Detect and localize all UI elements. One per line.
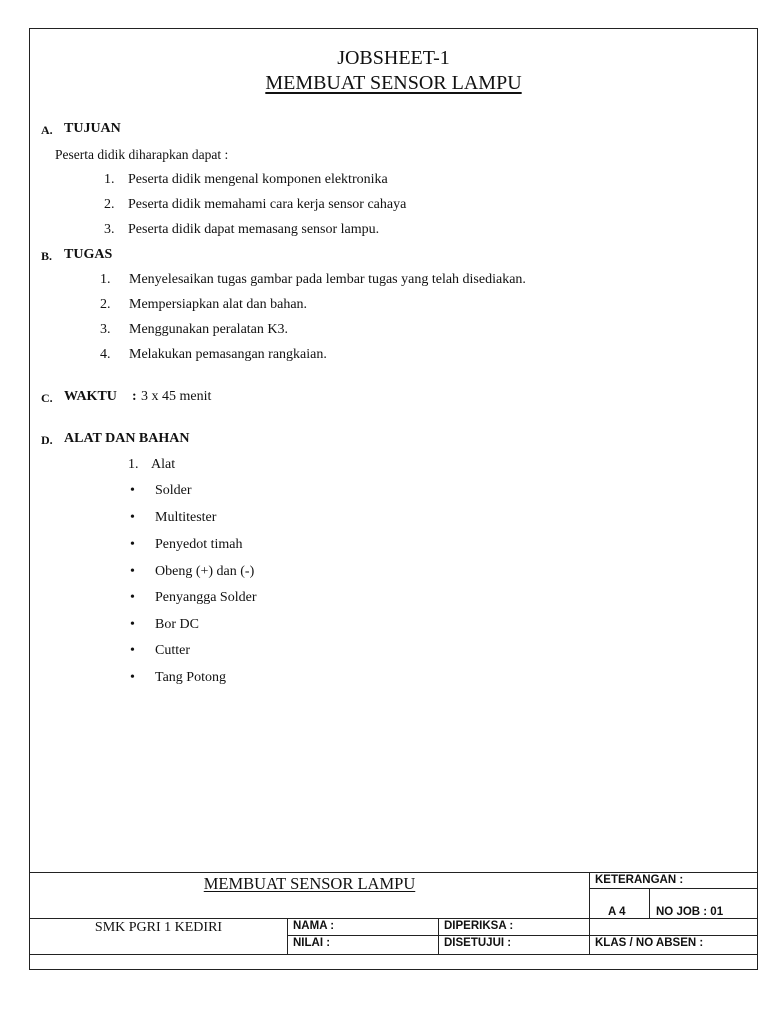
list-number: 2. xyxy=(100,297,111,312)
section-letter: A. xyxy=(41,123,53,137)
paper-size: A 4 xyxy=(608,906,626,918)
table-divider xyxy=(589,888,757,889)
job-number: NO JOB : 01 xyxy=(656,906,724,918)
table-divider xyxy=(287,935,757,936)
table-divider xyxy=(30,918,757,919)
tool-item: Penyangga Solder xyxy=(155,590,257,605)
list-number: 1. xyxy=(128,457,139,472)
nilai-label: NILAI : xyxy=(293,937,331,949)
bullet-icon: • xyxy=(130,510,135,525)
list-item: Menyelesaikan tugas gambar pada lembar tugas yang telah disediakan. xyxy=(129,272,526,287)
list-item: Melakukan pemasangan rangkaian. xyxy=(129,347,327,362)
tool-item: Cutter xyxy=(155,643,190,658)
list-number: 3. xyxy=(104,222,115,237)
section-title: WAKTU xyxy=(64,389,117,404)
list-item: Peserta didik dapat memasang sensor lampu. xyxy=(128,222,380,237)
tool-item: Bor DC xyxy=(155,617,199,632)
bullet-icon: • xyxy=(130,537,135,552)
list-item: Peserta didik memahami cara kerja sensor cahaya xyxy=(128,197,407,212)
table-divider xyxy=(30,954,757,955)
section-title: TUGAS xyxy=(64,247,113,262)
list-number: 1. xyxy=(104,172,115,187)
bullet-icon: • xyxy=(130,590,135,605)
tool-item: Penyedot timah xyxy=(155,537,243,552)
list-item: Peserta didik mengenal komponen elektronika xyxy=(128,172,388,187)
section-title: ALAT DAN BAHAN xyxy=(64,431,190,446)
duration-value: 3 x 45 menit xyxy=(141,389,212,404)
bullet-icon: • xyxy=(130,564,135,579)
list-item: Mempersiapkan alat dan bahan. xyxy=(129,297,308,312)
bullet-icon: • xyxy=(130,483,135,498)
list-number: 4. xyxy=(100,347,111,362)
klas-absen-label: KLAS / NO ABSEN : xyxy=(595,937,704,949)
table-divider xyxy=(649,888,650,918)
bullet-icon: • xyxy=(130,670,135,685)
page-title: JOBSHEET-1 xyxy=(337,47,450,69)
school-name: SMK PGRI 1 KEDIRI xyxy=(94,920,223,935)
list-number: 1. xyxy=(100,272,111,287)
section-intro: Peserta didik diharapkan dapat : xyxy=(55,147,229,162)
section-letter: C. xyxy=(41,391,53,405)
document-frame xyxy=(29,28,758,970)
list-item: Menggunakan peralatan K3. xyxy=(129,322,288,337)
tool-item: Multitester xyxy=(155,510,217,525)
bullet-icon: • xyxy=(130,643,135,658)
list-number: 2. xyxy=(104,197,115,212)
footer-job-title: MEMBUAT SENSOR LAMPU xyxy=(203,874,416,893)
section-letter: B. xyxy=(41,249,53,263)
table-divider xyxy=(589,872,590,954)
bullet-icon: • xyxy=(130,617,135,632)
diperiksa-label: DIPERIKSA : xyxy=(444,920,514,932)
list-number: 3. xyxy=(100,322,111,337)
tool-item: Tang Potong xyxy=(155,670,226,685)
disetujui-label: DISETUJUI : xyxy=(444,937,512,949)
keterangan-label: KETERANGAN : xyxy=(595,874,684,886)
table-divider xyxy=(438,918,439,954)
section-title: TUJUAN xyxy=(64,121,121,136)
subsection-title: Alat xyxy=(151,457,176,472)
tool-item: Obeng (+) dan (-) xyxy=(155,564,255,579)
table-divider xyxy=(287,918,288,954)
section-letter: D. xyxy=(41,433,53,447)
table-divider xyxy=(30,872,757,873)
page-subtitle: MEMBUAT SENSOR LAMPU xyxy=(265,72,522,94)
section-colon: : xyxy=(132,389,137,404)
tool-item: Solder xyxy=(155,483,192,498)
nama-label: NAMA : xyxy=(293,920,335,932)
